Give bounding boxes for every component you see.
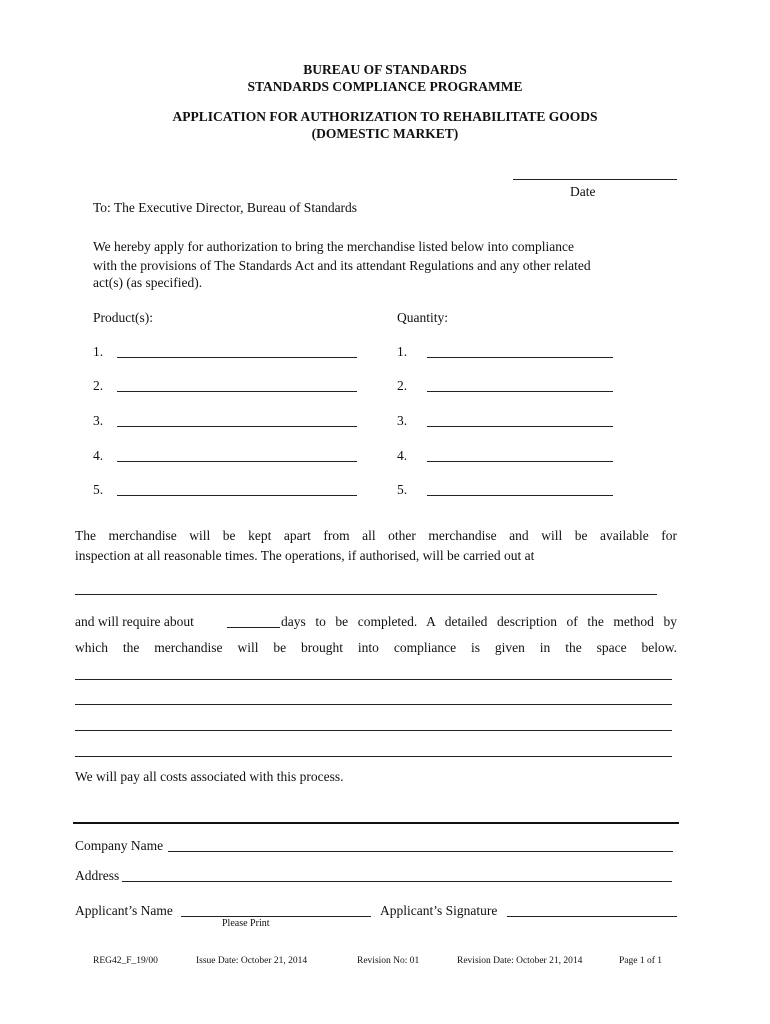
costs-statement: We will pay all costs associated with this process. [75, 769, 344, 784]
paragraph-storage-line-2: inspection at all reasonable times. The operations, if authorised, will be carried out at [75, 548, 535, 563]
product-input-line[interactable] [117, 495, 357, 496]
duration-text-before: and will require about [75, 614, 194, 629]
location-input-line[interactable] [75, 594, 657, 595]
company-name-input-line[interactable] [168, 851, 673, 852]
description-line-2[interactable] [75, 704, 672, 705]
applicant-name-input-line[interactable] [181, 916, 371, 917]
date-label: Date [570, 184, 596, 199]
products-label: Product(s): [93, 310, 153, 325]
days-input-line[interactable] [227, 627, 280, 628]
quantity-number: 3. [397, 413, 408, 428]
intro-line-3: act(s) (as specified). [93, 275, 203, 290]
section-divider [73, 822, 679, 824]
footer-revision-no: Revision No: 01 [357, 956, 420, 966]
product-input-line[interactable] [117, 426, 357, 427]
programme-heading: STANDARDS COMPLIANCE PROGRAMME [247, 79, 523, 94]
address-input-line[interactable] [122, 881, 672, 882]
please-print-hint: Please Print [222, 918, 270, 929]
product-input-line[interactable] [117, 391, 357, 392]
intro-line-1: We hereby apply for authorization to bring the merchandise listed below into compliance [93, 239, 575, 254]
description-line-3[interactable] [75, 730, 672, 731]
quantity-number: 5. [397, 482, 408, 497]
applicant-name-label: Applicant’s Name [75, 903, 173, 918]
paragraph-storage-line-1: The merchandise will be kept apart from all other merchandise and will be available for [75, 528, 677, 543]
date-input-line[interactable] [513, 179, 677, 180]
address-label: Address [75, 868, 120, 883]
product-number: 1. [93, 344, 104, 359]
quantity-number: 2. [397, 378, 408, 393]
form-subtitle: (DOMESTIC MARKET) [311, 126, 459, 141]
product-number: 2. [93, 378, 104, 393]
form-title: APPLICATION FOR AUTHORIZATION TO REHABILITATE GOODS [172, 109, 598, 124]
footer-page-number: Page 1 of 1 [619, 956, 663, 966]
quantity-input-line[interactable] [427, 357, 613, 358]
company-name-label: Company Name [75, 838, 164, 853]
duration-text-after: days to be completed. A detailed description of the method by [281, 614, 677, 629]
quantity-input-line[interactable] [427, 495, 613, 496]
quantity-input-line[interactable] [427, 426, 613, 427]
footer-revision-date: Revision Date: October 21, 2014 [457, 956, 583, 966]
quantity-number: 4. [397, 448, 408, 463]
product-number: 3. [93, 413, 104, 428]
applicant-signature-label: Applicant’s Signature [380, 903, 498, 918]
description-line-4[interactable] [75, 756, 672, 757]
quantity-label: Quantity: [397, 310, 448, 325]
intro-line-2: with the provisions of The Standards Act and its attendant Regulations and any other related [93, 258, 591, 273]
quantity-input-line[interactable] [427, 461, 613, 462]
product-number: 4. [93, 448, 104, 463]
quantity-input-line[interactable] [427, 391, 613, 392]
method-intro-line: which the merchandise will be brought into compliance is given in the space below. [75, 640, 677, 655]
applicant-signature-input-line[interactable] [507, 916, 677, 917]
addressee-line: To: The Executive Director, Bureau of Standards [93, 200, 358, 215]
product-input-line[interactable] [117, 461, 357, 462]
org-heading: BUREAU OF STANDARDS [303, 62, 467, 77]
footer-issue-date: Issue Date: October 21, 2014 [196, 956, 308, 966]
footer-form-code: REG42_F_19/00 [93, 956, 158, 966]
quantity-number: 1. [397, 344, 408, 359]
product-input-line[interactable] [117, 357, 357, 358]
description-line-1[interactable] [75, 679, 672, 680]
product-number: 5. [93, 482, 104, 497]
